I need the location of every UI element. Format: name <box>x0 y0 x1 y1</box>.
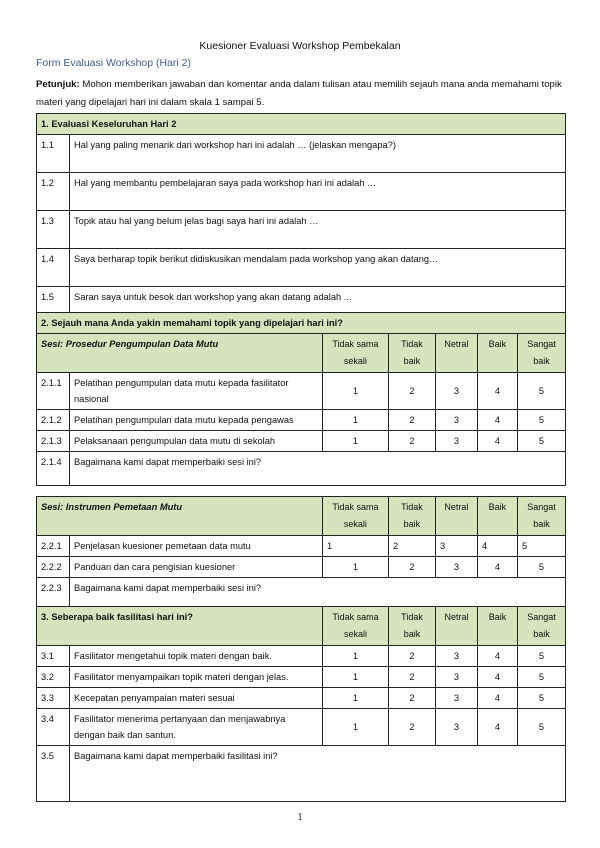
scale-header-row <box>37 607 566 646</box>
form-title: Form Evaluasi Workshop (Hari 2) <box>36 57 192 69</box>
item-number: 2.1.1 <box>37 373 70 410</box>
item-number: 2.1.4 <box>37 452 70 486</box>
item-number: 3.2 <box>37 667 70 688</box>
rating-1[interactable]: 1 <box>323 646 389 667</box>
table-row <box>37 249 566 287</box>
rating-5[interactable]: 5 <box>517 373 565 410</box>
item-text: Panduan dan cara pengisian kuesioner <box>70 557 323 578</box>
rating-5[interactable]: 5 <box>518 709 566 746</box>
rating-5[interactable]: 5 <box>518 688 566 709</box>
rating-3[interactable]: 3 <box>436 667 478 688</box>
section1-title: 1. Evaluasi Keseluruhan Hari 2 <box>37 114 566 135</box>
item-text: Pelatihan pengumpulan data mutu kepada pengawas <box>70 410 323 431</box>
rating-1[interactable]: 1 <box>323 667 389 688</box>
rating-1[interactable]: 1 <box>322 373 388 410</box>
rating-2[interactable]: 2 <box>388 536 435 557</box>
table-row <box>37 410 566 431</box>
scale-2-label: Tidak baik <box>388 497 435 536</box>
item-text: Bagaimana kami dapat memperbaiki sesi ini? <box>70 452 566 486</box>
rating-2[interactable]: 2 <box>388 431 435 452</box>
instructions <box>36 76 566 112</box>
item-text: Hal yang membantu pembelajaran saya pada workshop hari ini adalah … <box>70 173 566 211</box>
item-number: 1.5 <box>37 287 70 325</box>
rating-4[interactable]: 4 <box>477 373 517 410</box>
rating-1[interactable]: 1 <box>322 431 388 452</box>
table-row <box>37 135 566 173</box>
rating-4[interactable]: 4 <box>477 431 517 452</box>
item-text: Topik atau hal yang belum jelas bagi saya hari ini adalah … <box>70 211 566 249</box>
item-number: 3.3 <box>37 688 70 709</box>
item-number: 3.1 <box>37 646 70 667</box>
item-number: 2.1.3 <box>37 431 70 452</box>
rating-3[interactable]: 3 <box>436 646 478 667</box>
table-row <box>37 709 566 746</box>
item-number: 1.1 <box>37 135 70 173</box>
scale-header-row <box>37 497 566 536</box>
scale-2-label: Tidak baik <box>388 334 435 373</box>
item-text: Bagaimana kami dapat memperbaiki sesi ini? <box>70 578 566 612</box>
scale-4-label: Baik <box>477 334 517 373</box>
scale-5-label: Sangat baik <box>517 497 565 536</box>
table-row <box>37 746 566 802</box>
item-number: 3.5 <box>37 746 70 802</box>
scale-5-label: Sangat baik <box>518 607 566 646</box>
rating-5[interactable]: 5 <box>517 410 565 431</box>
scale-3-label: Netral <box>435 334 477 373</box>
item-text: Saya berharap topik berikut didiskusikan mendalam pada workshop yang akan datang… <box>70 249 566 287</box>
rating-5[interactable]: 5 <box>517 557 565 578</box>
item-text: Pelaksanaan pengumpulan data mutu di sekolah <box>70 431 323 452</box>
rating-3[interactable]: 3 <box>436 709 478 746</box>
rating-1[interactable]: 1 <box>323 709 389 746</box>
rating-2[interactable]: 2 <box>388 410 435 431</box>
rating-3[interactable]: 3 <box>435 410 477 431</box>
rating-2[interactable]: 2 <box>388 373 435 410</box>
rating-3[interactable]: 3 <box>436 688 478 709</box>
rating-1[interactable]: 1 <box>323 688 389 709</box>
scale-1-label: Tidak sama sekali <box>323 607 389 646</box>
scale-1-label: Tidak sama sekali <box>322 497 388 536</box>
item-number: 1.2 <box>37 173 70 211</box>
page-number: 1 <box>297 812 303 823</box>
spacer-row <box>37 486 566 497</box>
item-number: 1.4 <box>37 249 70 287</box>
rating-4[interactable]: 4 <box>477 536 517 557</box>
scale-4-label: Baik <box>477 497 517 536</box>
scale-3-label: Netral <box>436 607 478 646</box>
item-number: 2.1.2 <box>37 410 70 431</box>
rating-1[interactable]: 1 <box>322 536 388 557</box>
item-text: Penjelasan kuesioner pemetaan data mutu <box>70 536 323 557</box>
table-row <box>37 431 566 452</box>
item-text: Fasilitator mengetahui topik materi dengan baik. <box>70 646 323 667</box>
document-title: Kuesioner Evaluasi Workshop Pembekalan <box>199 40 401 52</box>
item-text: Fasilitator menerima pertanyaan dan menjawabnya dengan baik dan santun. <box>70 709 323 746</box>
rating-2[interactable]: 2 <box>389 667 436 688</box>
rating-4[interactable]: 4 <box>478 688 518 709</box>
rating-4[interactable]: 4 <box>477 557 517 578</box>
section3-title: 3. Seberapa baik fasilitasi hari ini? <box>37 607 323 646</box>
instructions-text: Mohon memberikan jawaban dan komentar anda dalam tulisan atau memilih sejauh mana anda memahami topik materi yang dipelajari hari ini dalam skala 1 sampai 5. <box>36 79 562 108</box>
rating-2[interactable]: 2 <box>389 688 436 709</box>
section2-table <box>36 312 566 612</box>
rating-5[interactable]: 5 <box>517 431 565 452</box>
item-number: 2.2.2 <box>37 557 70 578</box>
section3-table <box>36 606 566 802</box>
table-row <box>37 667 566 688</box>
table-row <box>37 646 566 667</box>
table-row <box>37 173 566 211</box>
rating-2[interactable]: 2 <box>389 646 436 667</box>
item-number: 2.2.1 <box>37 536 70 557</box>
rating-3[interactable]: 3 <box>435 431 477 452</box>
scale-2-label: Tidak baik <box>389 607 436 646</box>
section2-title: 2. Sejauh mana Anda yakin memahami topik yang dipelajari hari ini? <box>37 313 566 334</box>
sesi2-label: Sesi: Instrumen Pemetaan Mutu <box>37 497 323 536</box>
rating-5[interactable]: 5 <box>517 536 565 557</box>
scale-header-row <box>37 334 566 373</box>
item-text: Bagaimana kami dapat memperbaiki fasilitasi ini? <box>70 746 566 802</box>
item-text: Hal yang paling menarik dari workshop hari ini adalah … (jelaskan mengapa?) <box>70 135 566 173</box>
table-row <box>37 557 566 578</box>
item-text: Fasilitator menyampaikan topik materi dengan jelas. <box>70 667 323 688</box>
scale-3-label: Netral <box>435 497 477 536</box>
rating-3[interactable]: 3 <box>435 557 477 578</box>
item-number: 1.3 <box>37 211 70 249</box>
item-number: 3.4 <box>37 709 70 746</box>
item-text: Pelatihan pengumpulan data mutu kepada fasilitator nasional <box>70 373 323 410</box>
sesi1-label: Sesi: Prosedur Pengumpulan Data Mutu <box>37 334 323 373</box>
rating-1[interactable]: 1 <box>322 410 388 431</box>
scale-4-label: Baik <box>478 607 518 646</box>
instructions-label: Petunjuk: <box>36 79 80 90</box>
scale-5-label: Sangat baik <box>517 334 565 373</box>
rating-3[interactable]: 3 <box>435 536 477 557</box>
rating-2[interactable]: 2 <box>388 557 435 578</box>
rating-5[interactable]: 5 <box>518 646 566 667</box>
rating-5[interactable]: 5 <box>518 667 566 688</box>
table-row <box>37 211 566 249</box>
rating-4[interactable]: 4 <box>478 646 518 667</box>
table-row <box>37 452 566 486</box>
table-row <box>37 536 566 557</box>
section1-table <box>36 113 566 325</box>
item-number: 2.2.3 <box>37 578 70 612</box>
table-row <box>37 373 566 410</box>
rating-4[interactable]: 4 <box>478 667 518 688</box>
rating-4[interactable]: 4 <box>478 709 518 746</box>
rating-3[interactable]: 3 <box>435 373 477 410</box>
rating-1[interactable]: 1 <box>322 557 388 578</box>
item-text: Kecepatan penyampaian materi sesuai <box>70 688 323 709</box>
item-text: Saran saya untuk besok dan workshop yang akan datang adalah ... <box>70 287 566 325</box>
rating-2[interactable]: 2 <box>389 709 436 746</box>
rating-4[interactable]: 4 <box>477 410 517 431</box>
scale-1-label: Tidak sama sekali <box>322 334 388 373</box>
table-row <box>37 688 566 709</box>
